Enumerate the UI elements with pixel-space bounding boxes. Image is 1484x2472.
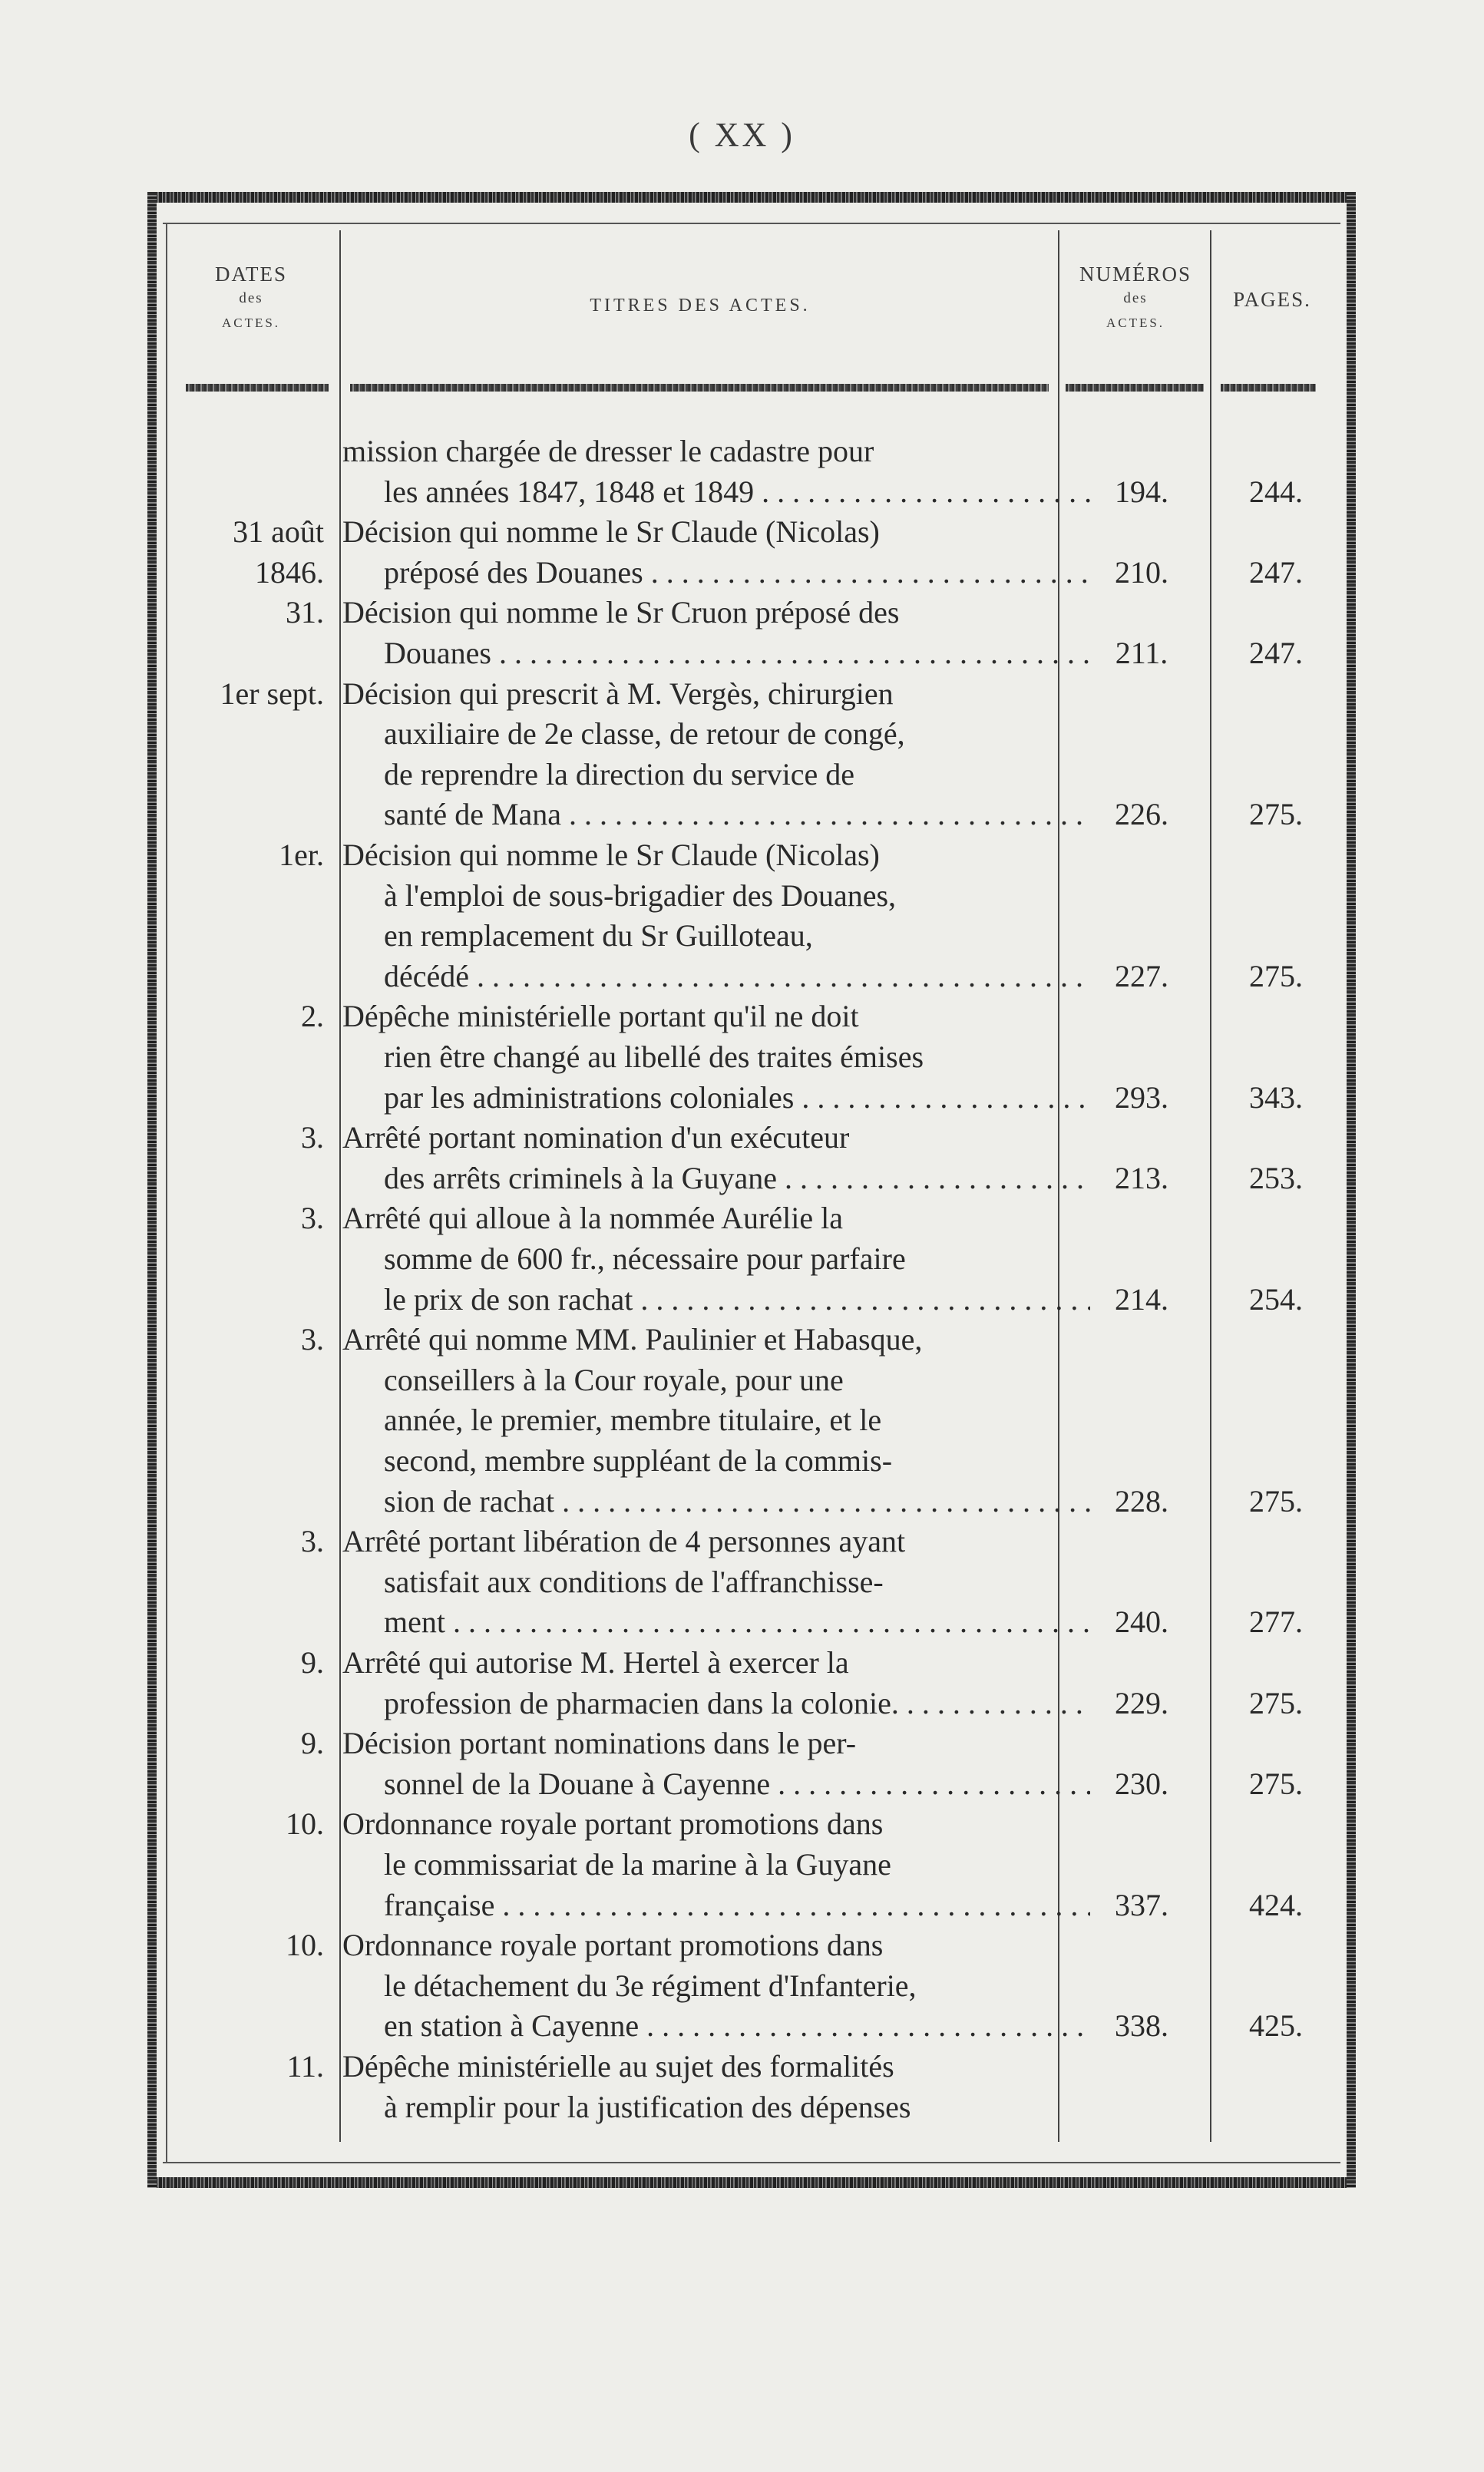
entry-title-line: le détachement du 3e régiment d'Infanterie, bbox=[384, 1968, 917, 2003]
entry-number: 338. bbox=[1115, 2008, 1168, 2044]
entry-page: 275. bbox=[1249, 958, 1303, 993]
entry-title-line: rien être changé au libellé des traites émises bbox=[384, 1039, 924, 1074]
entry-date: 10. bbox=[286, 1928, 324, 1963]
entry-title-line: par les administrations coloniales . . . bbox=[384, 1079, 1090, 1119]
entry-date: 3. bbox=[301, 1524, 324, 1559]
entry-title-line: en remplacement du Sr Guilloteau, bbox=[384, 918, 813, 953]
entry-number: 230. bbox=[1115, 1766, 1168, 1801]
entry-title-line: année, le premier, membre titulaire, et le bbox=[384, 1403, 882, 1438]
entry-date: 1er. bbox=[279, 838, 324, 872]
entry-date: 3. bbox=[301, 1201, 324, 1236]
entry-page: 277. bbox=[1249, 1604, 1303, 1640]
entry-date: 3. bbox=[301, 1322, 324, 1357]
entry-page: 254. bbox=[1249, 1281, 1303, 1317]
entry-title-line: somme de 600 fr., nécessaire pour parfaire bbox=[384, 1241, 906, 1276]
entry-number: 194. bbox=[1115, 474, 1168, 509]
entry-title-line: second, membre suppléant de la commis- bbox=[384, 1443, 893, 1478]
header-titres: TITRES DES ACTES. bbox=[590, 296, 811, 316]
entry-page: 275. bbox=[1249, 1685, 1303, 1720]
entry-title-line: Douanes . . . bbox=[384, 635, 1090, 675]
entry-date: 1846. bbox=[255, 554, 324, 590]
entry-title-line: sion de rachat . . . bbox=[384, 1483, 1090, 1523]
entry-title-line: sonnel de la Douane à Cayenne . . . bbox=[384, 1766, 1090, 1806]
entry-title-line: profession de pharmacien dans la colonie. . . . bbox=[384, 1685, 1090, 1725]
entry-date: 1er sept. bbox=[220, 676, 324, 711]
entry-date: 2. bbox=[301, 999, 324, 1034]
entry-title-line: Arrêté portant nomination d'un exécuteur bbox=[342, 1120, 850, 1155]
entry-title-line: en station à Cayenne . . . bbox=[384, 2008, 1090, 2047]
entry-title-line: Ordonnance royale portant promotions dans bbox=[342, 1806, 884, 1842]
entry-number: 228. bbox=[1115, 1483, 1168, 1519]
entry-title-line: auxiliaire de 2e classe, de retour de congé, bbox=[384, 716, 905, 752]
entry-number: 227. bbox=[1115, 958, 1168, 993]
entry-title-line: Arrêté qui nomme MM. Paulinier et Habasque, bbox=[342, 1322, 923, 1357]
entry-date: 31 août bbox=[233, 514, 324, 550]
entry-page: 275. bbox=[1249, 1766, 1303, 1801]
entry-date: 9. bbox=[301, 1726, 324, 1761]
entry-title-line: Arrêté portant libération de 4 personnes ayant bbox=[342, 1524, 906, 1559]
entry-title-line: Dépêche ministérielle au sujet des formalités bbox=[342, 2049, 894, 2084]
entry-title-line: Arrêté qui autorise M. Hertel à exercer la bbox=[342, 1645, 849, 1680]
entry-title-line: décédé . . . bbox=[384, 958, 1090, 998]
entry-date: 31. bbox=[286, 595, 324, 630]
entry-title-line: Ordonnance royale portant promotions dans bbox=[342, 1928, 884, 1963]
entry-title-line: satisfait aux conditions de l'affranchisse- bbox=[384, 1564, 884, 1599]
entry-number: 226. bbox=[1115, 797, 1168, 832]
entry-title-line: Décision portant nominations dans le per- bbox=[342, 1726, 857, 1761]
entry-title-line: préposé des Douanes . . . bbox=[384, 554, 1090, 594]
entry-page: 275. bbox=[1249, 1483, 1303, 1519]
entry-page: 424. bbox=[1249, 1887, 1303, 1922]
entry-title-line: le prix de son rachat . . . bbox=[384, 1281, 1090, 1321]
entry-title-line: santé de Mana . . . bbox=[384, 796, 1090, 836]
entry-date: 11. bbox=[286, 2049, 324, 2084]
page-number: ( XX ) bbox=[689, 116, 795, 154]
entry-page: 247. bbox=[1249, 636, 1303, 670]
entry-number: 240. bbox=[1115, 1604, 1168, 1640]
entry-title-line: française . . . bbox=[384, 1887, 1090, 1927]
entry-title-line: ment . . . bbox=[384, 1604, 1090, 1644]
header-pages: PAGES. bbox=[1233, 288, 1311, 311]
entry-title-line: à remplir pour la justification des dépenses bbox=[384, 2089, 911, 2124]
entry-title-line: de reprendre la direction du service de bbox=[384, 756, 855, 792]
entry-title-line: Décision qui nomme le Sr Claude (Nicolas) bbox=[342, 838, 880, 872]
entry-number: 210. bbox=[1115, 554, 1168, 590]
entry-number: 211. bbox=[1115, 636, 1168, 670]
entry-page: 244. bbox=[1249, 474, 1303, 509]
entry-page: 425. bbox=[1249, 2008, 1303, 2044]
entry-number: 214. bbox=[1115, 1281, 1168, 1317]
entry-number: 337. bbox=[1115, 1887, 1168, 1922]
entry-number: 213. bbox=[1115, 1160, 1168, 1195]
entry-title-line: Décision qui prescrit à M. Vergès, chirurgien bbox=[342, 676, 894, 711]
header-dates: DATES des ACTES. bbox=[214, 263, 287, 330]
entry-page: 275. bbox=[1249, 797, 1303, 832]
header-numeros: NUMÉROS des ACTES. bbox=[1079, 263, 1192, 330]
entry-date: 3. bbox=[301, 1120, 324, 1155]
entry-page: 343. bbox=[1249, 1079, 1303, 1115]
entry-title-line: mission chargée de dresser le cadastre pour bbox=[342, 434, 874, 468]
entry-title-line: Décision qui nomme le Sr Cruon préposé des bbox=[342, 595, 900, 630]
entry-title-line: à l'emploi de sous-brigadier des Douanes, bbox=[384, 877, 897, 913]
entry-page: 253. bbox=[1249, 1160, 1303, 1195]
entry-date: 10. bbox=[286, 1806, 324, 1842]
entry-title-line: Dépêche ministérielle portant qu'il ne doit bbox=[342, 999, 859, 1034]
entry-date: 9. bbox=[301, 1645, 324, 1680]
entry-title-line: Décision qui nomme le Sr Claude (Nicolas) bbox=[342, 514, 880, 550]
entry-page: 247. bbox=[1249, 554, 1303, 590]
entry-title-line: les années 1847, 1848 et 1849 . . . bbox=[384, 474, 1090, 514]
entry-title-line: conseillers à la Cour royale, pour une bbox=[384, 1362, 844, 1397]
entry-number: 293. bbox=[1115, 1079, 1168, 1115]
entry-title-line: Arrêté qui alloue à la nommée Aurélie la bbox=[342, 1201, 843, 1236]
entry-number: 229. bbox=[1115, 1685, 1168, 1720]
entry-title-line: le commissariat de la marine à la Guyane bbox=[384, 1847, 891, 1882]
entry-title-line: des arrêts criminels à la Guyane . . . bbox=[384, 1160, 1090, 1200]
